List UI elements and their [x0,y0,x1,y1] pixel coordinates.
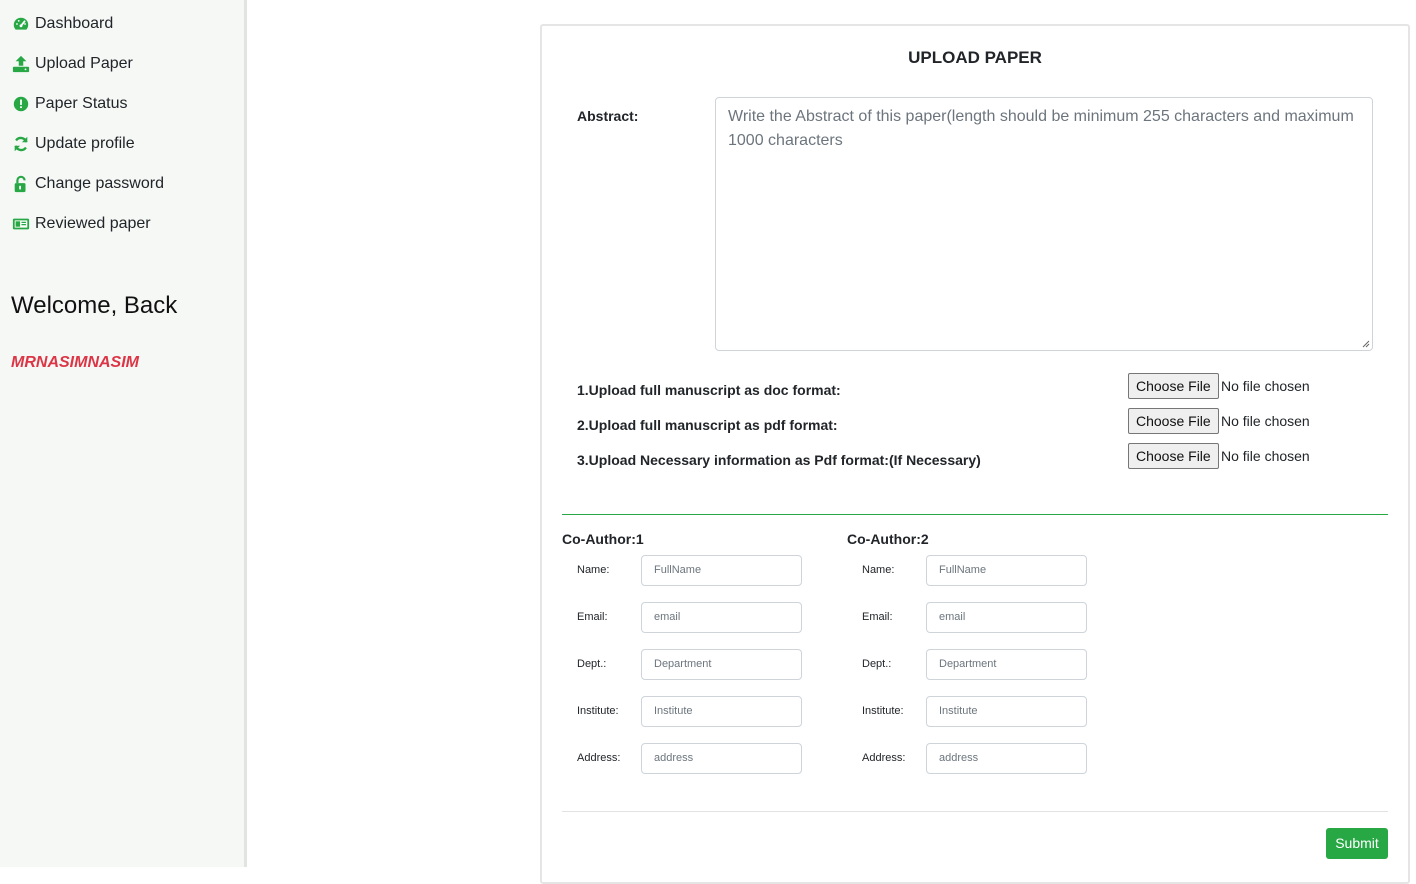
upload-doc-button[interactable]: Choose File [1128,373,1219,399]
upload-paper-card [540,24,1410,884]
dashboard-icon [11,14,31,34]
upload-pdf-label: 2.Upload full manuscript as pdf format: [577,417,838,433]
upload-icon [11,54,31,74]
sidebar-item-label: Dashboard [35,15,114,32]
coauthor-2-name-label: Name: [862,564,895,576]
upload-info-status: No file chosen [1221,448,1310,464]
coauthor-1-email-label: Email: [577,611,608,623]
upload-doc-status: No file chosen [1221,378,1310,394]
coauthor-1-dept-label: Dept.: [577,658,607,670]
coauthor-2-email-input[interactable]: email [926,602,1087,633]
coauthor-1-address-input[interactable]: address [641,743,802,774]
coauthor-2-dept-label: Dept.: [862,658,892,670]
footer-divider [562,811,1388,812]
sidebar-item-upload-paper[interactable] [11,53,133,75]
sidebar [0,0,247,867]
sidebar-item-label: Upload Paper [35,55,133,72]
upload-pdf-button[interactable]: Choose File [1128,408,1219,434]
sidebar-item-reviewed-paper[interactable] [11,213,151,235]
coauthor-2-institute-input[interactable]: Institute [926,696,1087,727]
coauthor-2-name-input[interactable]: FullName [926,555,1087,586]
sidebar-item-label: Reviewed paper [35,215,151,232]
sidebar-item-update-profile[interactable] [11,133,135,155]
coauthor-2-email-label: Email: [862,611,893,623]
upload-info-label: 3.Upload Necessary information as Pdf format:(If Necessary) [577,452,981,468]
sidebar-item-paper-status[interactable] [11,93,128,115]
upload-doc-label: 1.Upload full manuscript as doc format: [577,382,841,398]
coauthor-1-institute-label: Institute: [577,705,619,717]
id-card-icon [11,214,31,234]
sidebar-item-label: Update profile [35,135,135,152]
refresh-icon [11,134,31,154]
username: MRNASIMNASIM [11,354,139,371]
upload-pdf-status: No file chosen [1221,413,1310,429]
coauthor-2-title: Co-Author:2 [847,531,929,547]
coauthor-1-address-label: Address: [577,752,621,764]
abstract-textarea[interactable] [715,97,1373,351]
exclamation-circle-icon [11,94,31,114]
abstract-label: Abstract: [577,108,639,124]
coauthor-1-name-label: Name: [577,564,610,576]
coauthor-1-title: Co-Author:1 [562,531,644,547]
page-title: UPLOAD PAPER [908,48,1042,67]
coauthor-2-address-label: Address: [862,752,906,764]
unlock-icon [11,174,31,194]
abstract-placeholder: Write the Abstract of this paper(length should be minimum 255 characters and maximum 1000 characters [728,108,1354,149]
coauthor-2-institute-label: Institute: [862,705,904,717]
sidebar-item-label: Paper Status [35,95,128,112]
coauthor-1-name-input[interactable]: FullName [641,555,802,586]
coauthor-1-email-input[interactable]: email [641,602,802,633]
welcome-heading: Welcome, Back [11,292,178,319]
coauthor-2-dept-input[interactable]: Department [926,649,1087,680]
resize-handle-icon[interactable] [1361,339,1370,348]
sidebar-item-change-password[interactable] [11,173,164,195]
section-divider [562,514,1388,515]
sidebar-item-dashboard[interactable] [11,13,113,35]
coauthor-1-institute-input[interactable]: Institute [641,696,802,727]
upload-info-button[interactable]: Choose File [1128,443,1219,469]
coauthor-2-address-input[interactable]: address [926,743,1087,774]
submit-button[interactable]: Submit [1326,828,1388,859]
sidebar-item-label: Change password [35,175,164,192]
coauthor-1-dept-input[interactable]: Department [641,649,802,680]
